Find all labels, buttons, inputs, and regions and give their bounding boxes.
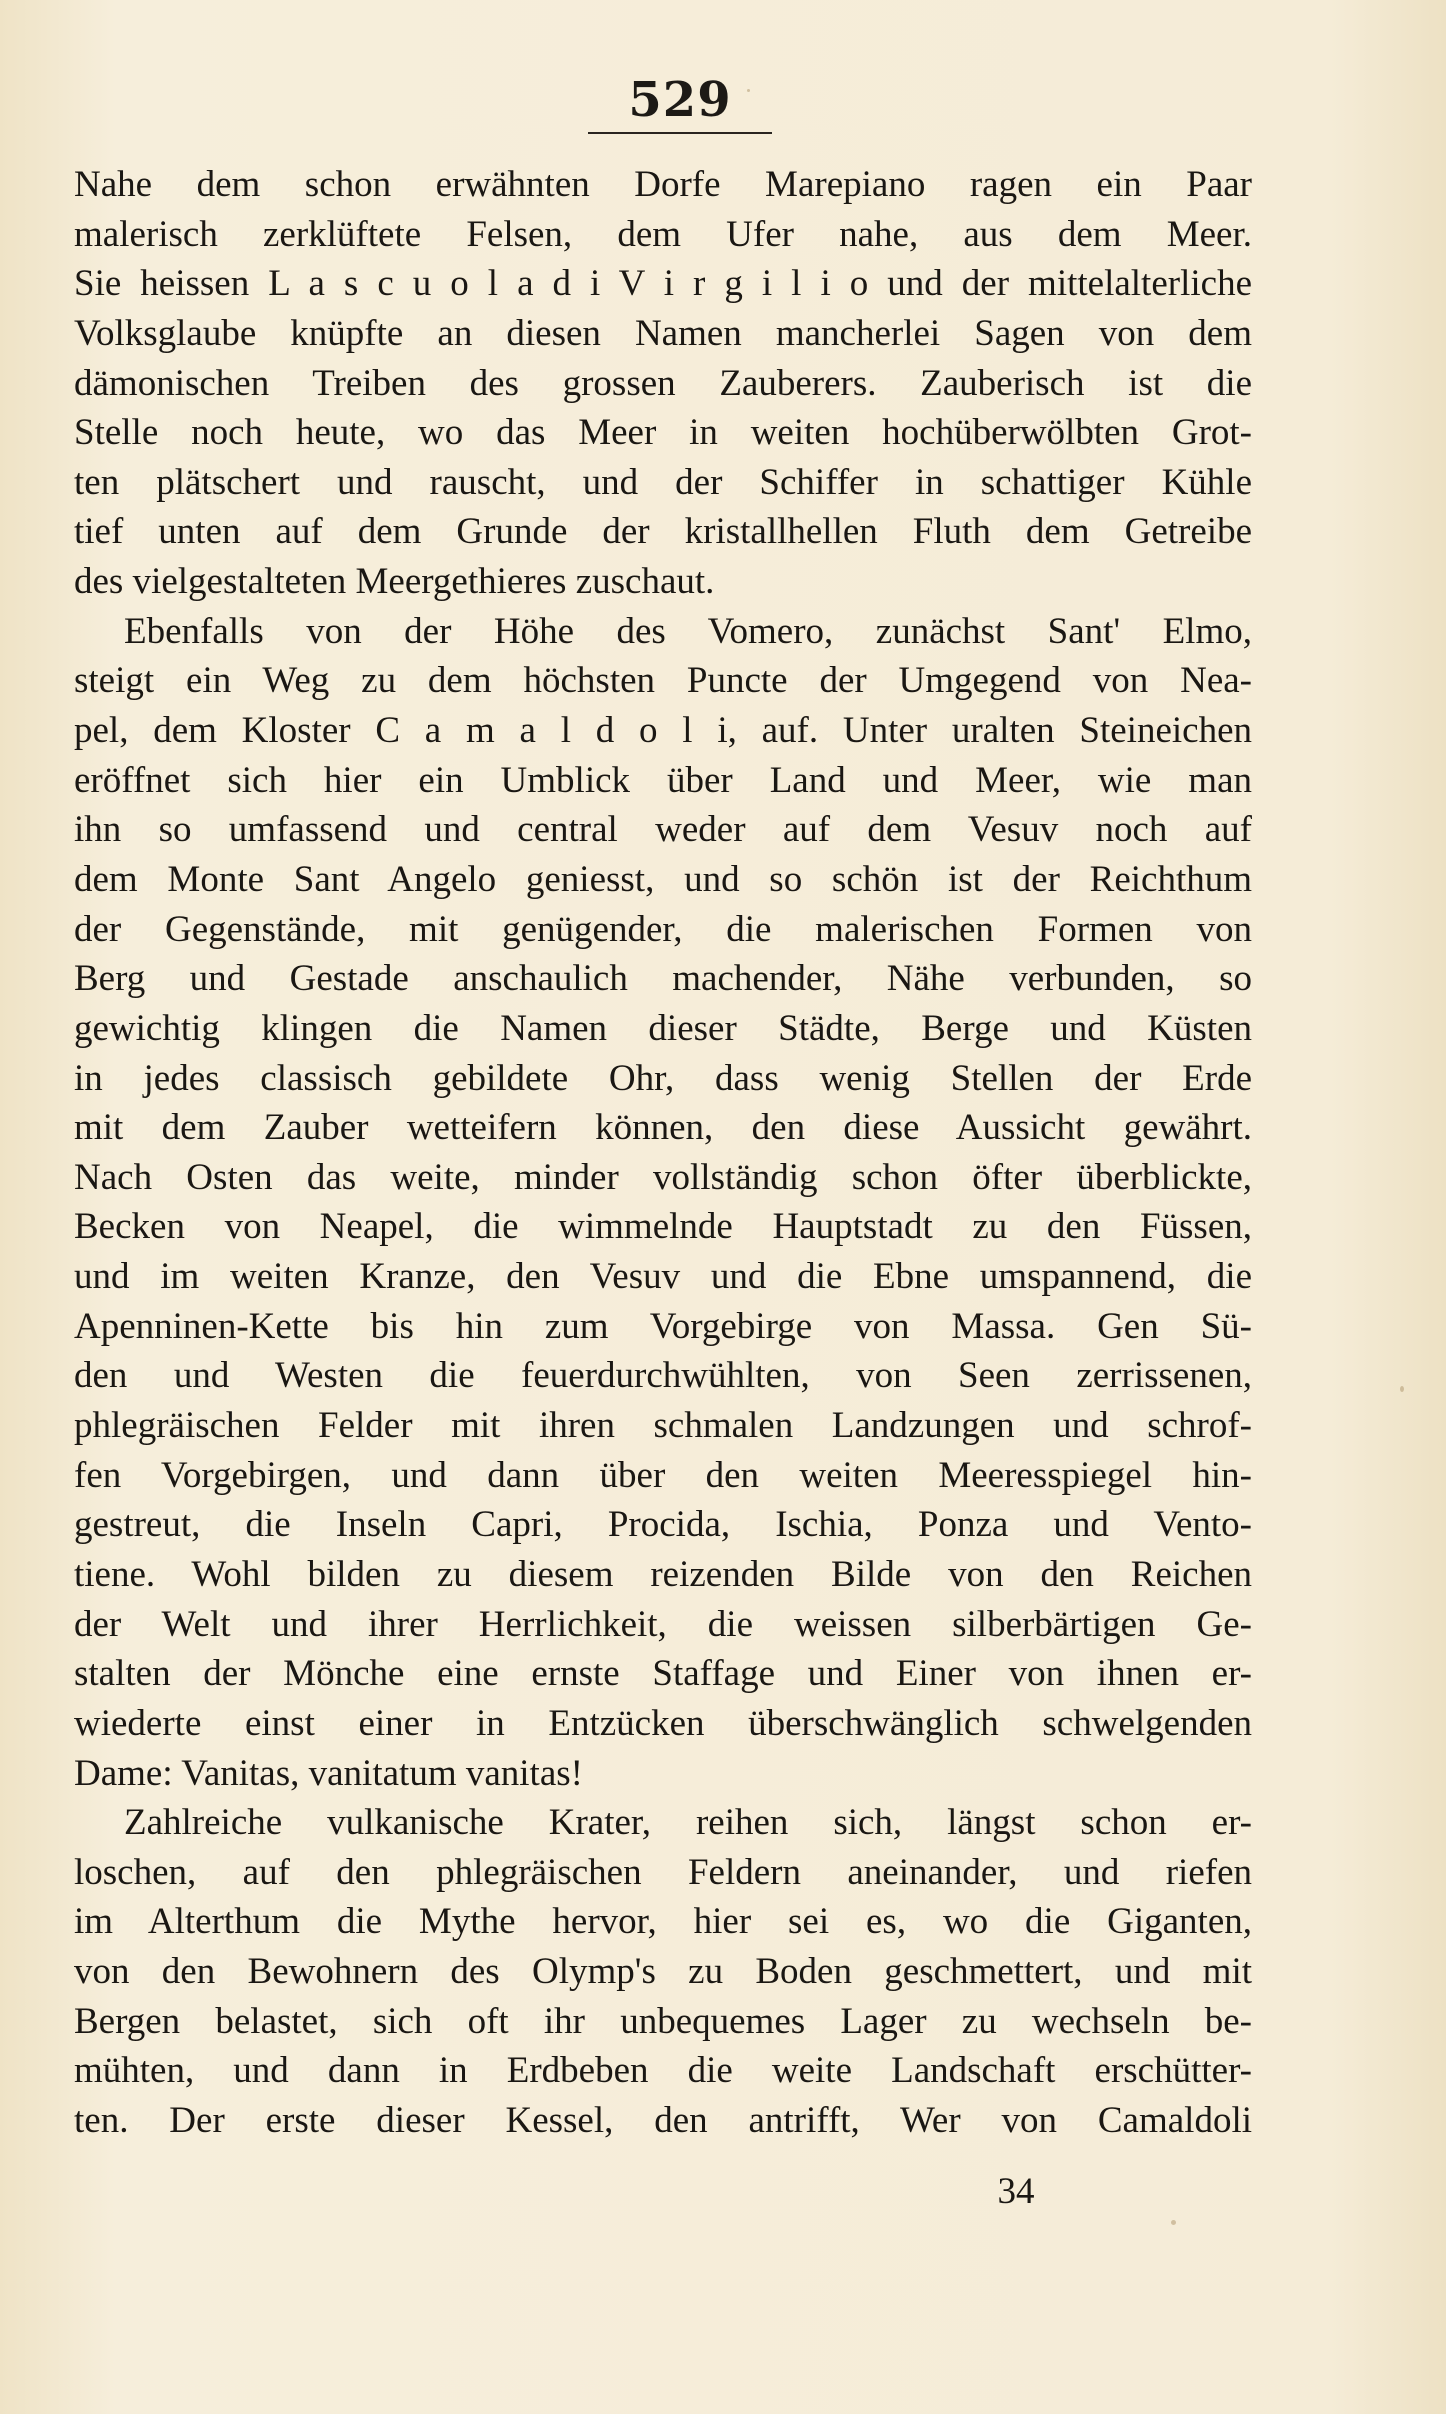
text-line: mühten, und dann in Erdbeben die weite Landschaft erschütter- xyxy=(74,2050,1252,2092)
body-text xyxy=(74,160,1252,2146)
text-line: Berg und Gestade anschaulich machender, Nähe verbunden, so xyxy=(74,958,1252,1000)
text-line: steigt ein Weg zu dem höchsten Puncte der Umgegend von Nea- xyxy=(74,660,1252,702)
text-line: ten plätschert und rauscht, und der Schiffer in schattiger Kühle xyxy=(74,461,1252,503)
text-line: Ebenfalls von der Höhe des Vomero, zunächst Sant' Elmo, xyxy=(124,610,1252,652)
text-line: Bergen belastet, sich oft ihr unbequemes Lager zu wechseln be- xyxy=(74,2000,1252,2042)
text-line: des vielgestalteten Meergethieres zuschaut. xyxy=(74,561,715,603)
text-line: Becken von Neapel, die wimmelnde Hauptstadt zu den Füssen, xyxy=(74,1206,1252,1248)
text-line: im Alterthum die Mythe hervor, hier sei es, wo die Giganten, xyxy=(74,1901,1252,1943)
header-rule xyxy=(588,132,772,134)
text-line: loschen, auf den phlegräischen Feldern aneinander, und riefen xyxy=(74,1851,1252,1893)
text-line: ihn so umfassend und central weder auf dem Vesuv noch auf xyxy=(74,809,1252,851)
text-line: von den Bewohnern des Olymp's zu Boden geschmettert, und mit xyxy=(74,1951,1252,1993)
text-line: gewichtig klingen die Namen dieser Städte, Berge und Küsten xyxy=(74,1007,1252,1049)
text-line: Volksglaube knüpfte an diesen Namen mancherlei Sagen von dem xyxy=(74,312,1252,354)
paper-speck xyxy=(747,89,750,92)
text-line: wiederte einst einer in Entzücken überschwänglich schwelgenden xyxy=(74,1702,1252,1744)
text-line: Zahlreiche vulkanische Krater, reihen sich, längst schon er- xyxy=(124,1802,1252,1844)
text-line: gestreut, die Inseln Capri, Procida, Ischia, Ponza und Vento- xyxy=(74,1504,1252,1546)
text-line: tiene. Wohl bilden zu diesem reizenden Bilde von den Reichen xyxy=(74,1553,1252,1595)
page-number: 529 xyxy=(628,72,732,128)
text-line: Nach Osten das weite, minder vollständig schon öfter überblickte, xyxy=(74,1156,1252,1198)
text-line: den und Westen die feuerdurchwühlten, von Seen zerrissenen, xyxy=(74,1355,1252,1397)
text-line: phlegräischen Felder mit ihren schmalen Landzungen und schrof- xyxy=(74,1405,1252,1447)
text-line: in jedes classisch gebildete Ohr, dass wenig Stellen der Erde xyxy=(74,1057,1252,1099)
text-line: fen Vorgebirgen, und dann über den weiten Meeresspiegel hin- xyxy=(74,1454,1252,1496)
text-line: tief unten auf dem Grunde der kristallhellen Fluth dem Getreibe xyxy=(74,511,1252,553)
text-line: und im weiten Kranze, den Vesuv und die Ebne umspannend, die xyxy=(74,1256,1252,1298)
text-line: Nahe dem schon erwähnten Dorfe Marepiano ragen ein Paar xyxy=(74,164,1252,205)
text-line: Stelle noch heute, wo das Meer in weiten hochüberwölbten Grot- xyxy=(74,412,1252,454)
text-line: Dame: Vanitas, vanitatum vanitas! xyxy=(74,1752,583,1794)
text-line: der Gegenstände, mit genügender, die malerischen Formen von xyxy=(74,908,1252,950)
text-line: mit dem Zauber wetteifern können, den diese Aussicht gewährt. xyxy=(74,1107,1252,1149)
text-line: eröffnet sich hier ein Umblick über Land und Meer, wie man xyxy=(74,759,1252,801)
signature-mark: 34 xyxy=(997,2171,1035,2212)
text-line: Apenninen-Kette bis hin zum Vorgebirge von Massa. Gen Sü- xyxy=(74,1305,1252,1347)
text-line: Sie heissen L a s c u o l a d i V i r g i l i o und der mittelalterliche xyxy=(74,263,1252,305)
text-line: ten. Der erste dieser Kessel, den antrifft, Wer von Camaldoli xyxy=(74,2099,1252,2141)
paper-speck xyxy=(1400,1386,1404,1392)
text-line: dämonischen Treiben des grossen Zauberers. Zauberisch ist die xyxy=(74,362,1252,404)
text-line: der Welt und ihrer Herrlichkeit, die weissen silberbärtigen Ge- xyxy=(74,1603,1252,1645)
text-line: malerisch zerklüftete Felsen, dem Ufer nahe, aus dem Meer. xyxy=(74,213,1252,255)
text-line: pel, dem Kloster C a m a l d o l i, auf. Unter uralten Steineichen xyxy=(74,710,1252,752)
text-line: stalten der Mönche eine ernste Staffage und Einer von ihnen er- xyxy=(74,1653,1252,1695)
text-line: dem Monte Sant Angelo geniesst, und so schön ist der Reichthum xyxy=(74,858,1252,900)
paper-speck xyxy=(1171,2220,1176,2225)
